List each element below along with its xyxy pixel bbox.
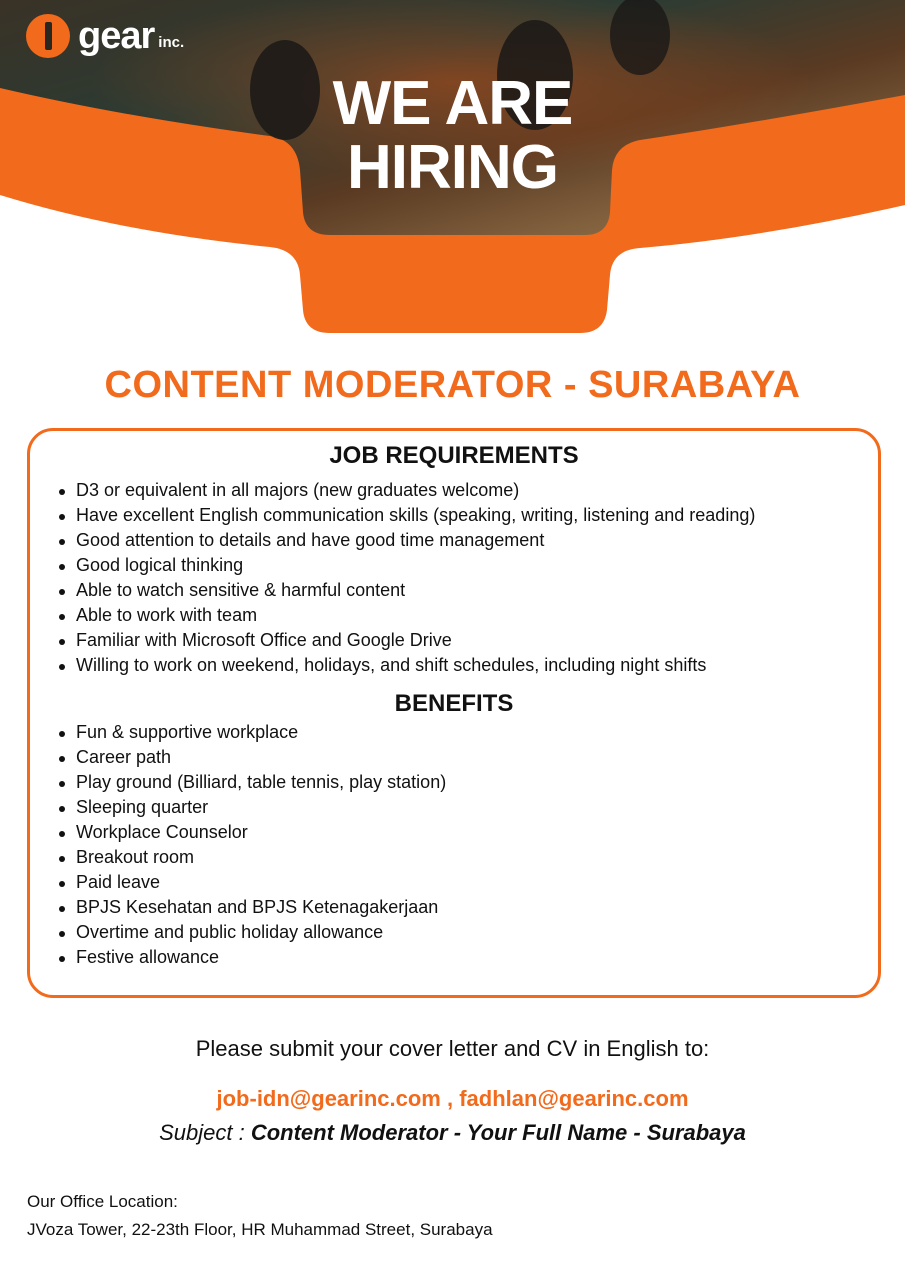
benefits-item: Festive allowance: [76, 945, 878, 970]
subject-label: Subject :: [159, 1120, 251, 1145]
headline-line-2: HIRING: [347, 133, 558, 202]
benefits-list: [30, 720, 878, 970]
benefits-item: Paid leave: [76, 870, 878, 895]
benefits-item: BPJS Kesehatan and BPJS Ketenagakerjaan: [76, 895, 878, 920]
benefits-item: Career path: [76, 745, 878, 770]
headline-line-1: WE ARE: [332, 69, 573, 138]
requirements-item: Familiar with Microsoft Office and Google Drive: [76, 628, 878, 653]
benefits-item: Breakout room: [76, 845, 878, 870]
office-address: JVoza Tower, 22-23th Floor, HR Muhammad Street, Surabaya: [27, 1220, 493, 1239]
benefits-heading: BENEFITS: [394, 690, 514, 717]
requirements-item: Able to work with team: [76, 603, 878, 628]
logo-text: gear: [78, 14, 155, 57]
benefits-item: Fun & supportive workplace: [76, 720, 878, 745]
office-location: [27, 1188, 493, 1244]
requirements-item: D3 or equivalent in all majors (new graduates welcome): [76, 478, 878, 503]
benefits-item: Overtime and public holiday allowance: [76, 920, 878, 945]
gear-logo-icon: [26, 14, 70, 58]
requirements-item: Good attention to details and have good time management: [76, 528, 878, 553]
benefits-item: Sleeping quarter: [76, 795, 878, 820]
email-separator: ,: [440, 1086, 460, 1111]
details-card: [27, 428, 881, 998]
company-logo: [26, 14, 184, 58]
contact-emails: [0, 1086, 905, 1112]
benefits-item: Workplace Counselor: [76, 820, 878, 845]
subject-value: Content Moderator - Your Full Name - Surabaya: [250, 1120, 746, 1145]
email-link-2[interactable]: fadhlan@gearinc.com: [459, 1086, 689, 1111]
requirements-item: Able to watch sensitive & harmful content: [76, 578, 878, 603]
email-link-1[interactable]: job-idn@gearinc.com: [216, 1086, 441, 1111]
requirements-list: [30, 478, 878, 678]
job-title: CONTENT MODERATOR - SURABAYA: [104, 364, 801, 406]
requirements-item: Good logical thinking: [76, 553, 878, 578]
apply-instruction: Please submit your cover letter and CV in English to:: [195, 1036, 710, 1061]
requirements-item: Willing to work on weekend, holidays, and shift schedules, including night shifts: [76, 653, 878, 678]
benefits-item: Play ground (Billiard, table tennis, play station): [76, 770, 878, 795]
hero-headline: [0, 69, 905, 202]
email-subject: [0, 1120, 905, 1146]
logo-suffix: inc.: [158, 33, 185, 51]
office-label: Our Office Location:: [27, 1192, 178, 1211]
requirements-heading: JOB REQUIREMENTS: [329, 442, 579, 469]
requirements-item: Have excellent English communication skills (speaking, writing, listening and reading): [76, 503, 878, 528]
